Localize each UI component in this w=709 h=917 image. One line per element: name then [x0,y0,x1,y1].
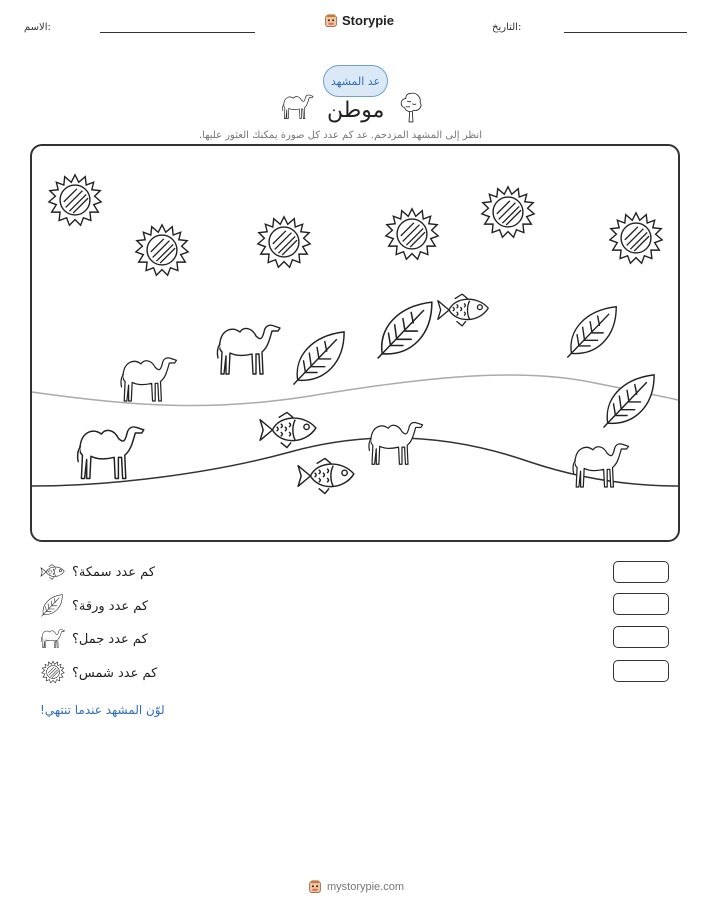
name-line[interactable] [100,32,255,33]
leaf-icon [294,332,344,384]
logo-icon [324,14,338,28]
answer-box[interactable] [613,626,669,648]
camel-icon [78,427,144,479]
question-label: كم عدد سمكة؟ [72,565,155,580]
fish-icon [298,458,354,493]
colour-prompt: لوّن المشهد عندما تنتهي! [40,703,165,717]
footer-url[interactable]: mystorypie.com [327,881,405,893]
question-row [40,561,670,587]
leaf-icon [604,375,654,427]
camel-icon [40,626,66,650]
leaf-icon [40,593,64,617]
storypie-logo [324,13,394,28]
logo-icon [308,880,322,894]
sun-icon [258,217,310,267]
sun-icon [41,660,65,684]
question-row [40,660,670,686]
tree-icon [398,90,424,124]
date-label: التاريخ: [492,22,522,33]
question-row [40,593,670,619]
camel-icon [573,444,628,487]
footer [308,880,404,894]
question-label: كم عدد شمس؟ [72,666,158,681]
fish-icon [40,562,66,582]
camel-icon [121,358,176,401]
answer-box[interactable] [613,561,669,583]
sun-icon [482,187,534,237]
question-label: كم عدد جمل؟ [72,632,148,647]
fish-icon [260,412,316,447]
question-row [40,626,670,652]
sun-icon [386,209,438,259]
camel-icon [369,423,423,465]
camel-icon [217,325,280,374]
leaf-icon [378,302,432,358]
instructions: انظر إلى المشهد المزدحم. عد كم عدد كل صورة يمكنك العثور عليها. [198,130,482,141]
fish-icon [438,294,488,326]
date-line[interactable] [564,32,687,33]
camel-icon [281,91,315,121]
activity-badge: عد المشهد [323,65,388,97]
scene [30,144,680,542]
sun-icon [610,213,662,263]
answer-box[interactable] [613,660,669,682]
question-label: كم عدد ورقة؟ [72,599,149,614]
leaf-icon [568,307,617,357]
name-label: الاسم: [24,22,51,33]
answer-box[interactable] [613,593,669,615]
page-title: موطن [327,98,385,123]
sun-icon [136,225,188,275]
brand-name: Storypie [342,13,395,28]
sun-icon [49,175,101,225]
